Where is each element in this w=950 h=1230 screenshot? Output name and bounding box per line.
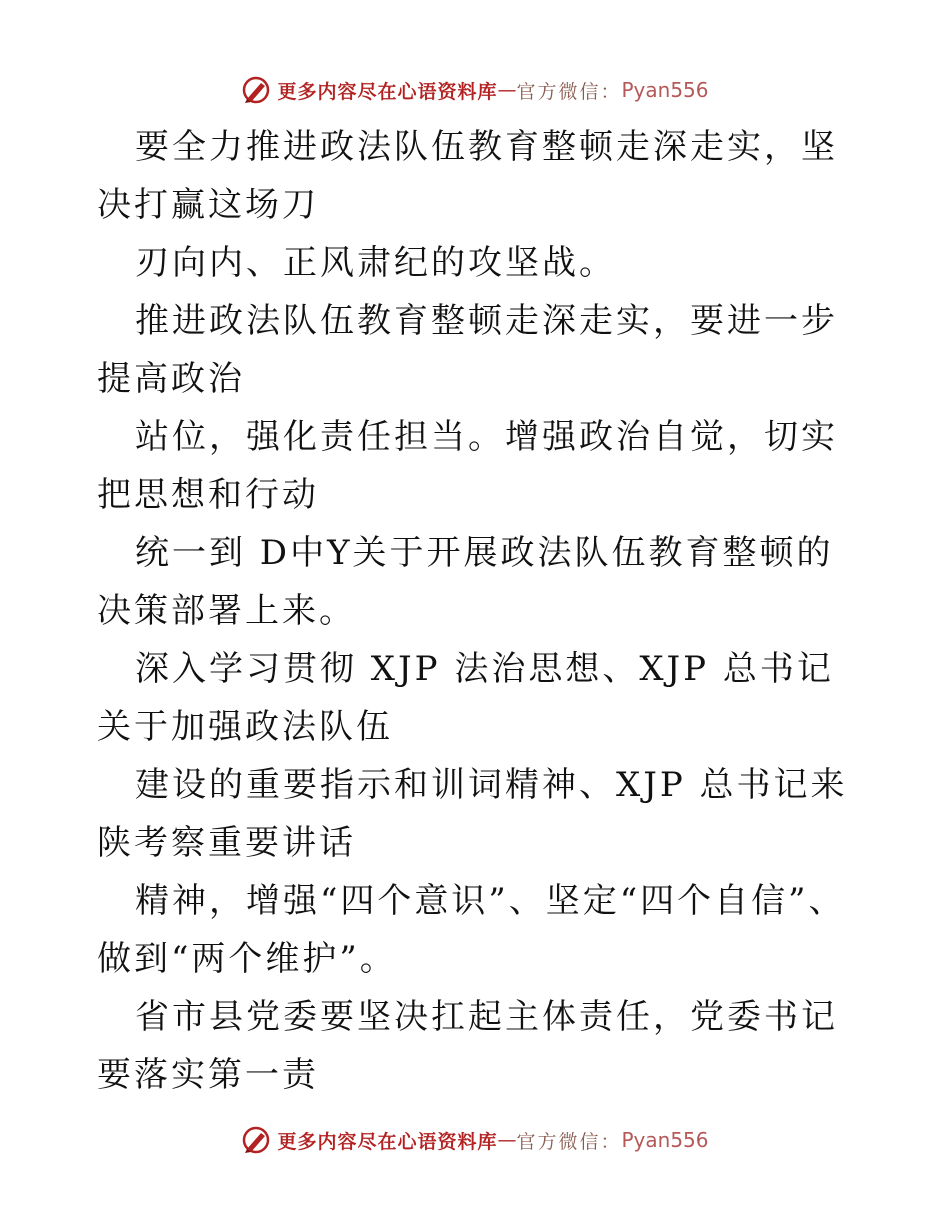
paragraph-5: 统一到 D中Y关于开展政法队伍教育整顿的决策部署上来。 (97, 533, 834, 631)
header-wechat-handle: Pyan556 (621, 78, 709, 102)
pen-logo-icon (241, 1125, 271, 1155)
paragraph-1: 要全力推进政法队伍教育整顿走深走实，坚决打赢这场刀 (97, 127, 838, 225)
footer-wechat-handle: Pyan556 (621, 1128, 709, 1152)
paragraph-3: 推进政法队伍教育整顿走深走实，要进一步提高政治 (97, 301, 838, 399)
paragraph-4: 站位，强化责任担当。增强政治自觉，切实把思想和行动 (97, 417, 838, 515)
paragraph-9: 省市县党委要坚决扛起主体责任，党委书记要落实第一责 (97, 997, 838, 1095)
header-site-text: 更多内容尽在心语资料库 (277, 80, 498, 103)
paragraph-7: 建设的重要指示和训词精神、XJP 总书记来陕考察重要讲话 (97, 765, 848, 863)
document-body (97, 118, 857, 1104)
footer-site-text: 更多内容尽在心语资料库 (277, 1130, 498, 1153)
header-separator: — (497, 79, 517, 101)
header-banner (0, 70, 950, 110)
footer-wechat-label: 官方微信： (516, 1130, 622, 1153)
paragraph-8: 精神，增强“四个意识”、坚定“四个自信”、做到“两个维护”。 (97, 881, 846, 979)
paragraph-2: 刃向内、正风肃纪的攻坚战。 (135, 243, 616, 283)
pen-logo-icon (241, 75, 271, 105)
footer-separator: — (497, 1129, 517, 1151)
paragraph-6: 深入学习贯彻 XJP 法治思想、XJP 总书记关于加强政法队伍 (97, 649, 834, 747)
footer-banner (0, 1120, 950, 1160)
header-wechat-label: 官方微信： (516, 80, 622, 103)
